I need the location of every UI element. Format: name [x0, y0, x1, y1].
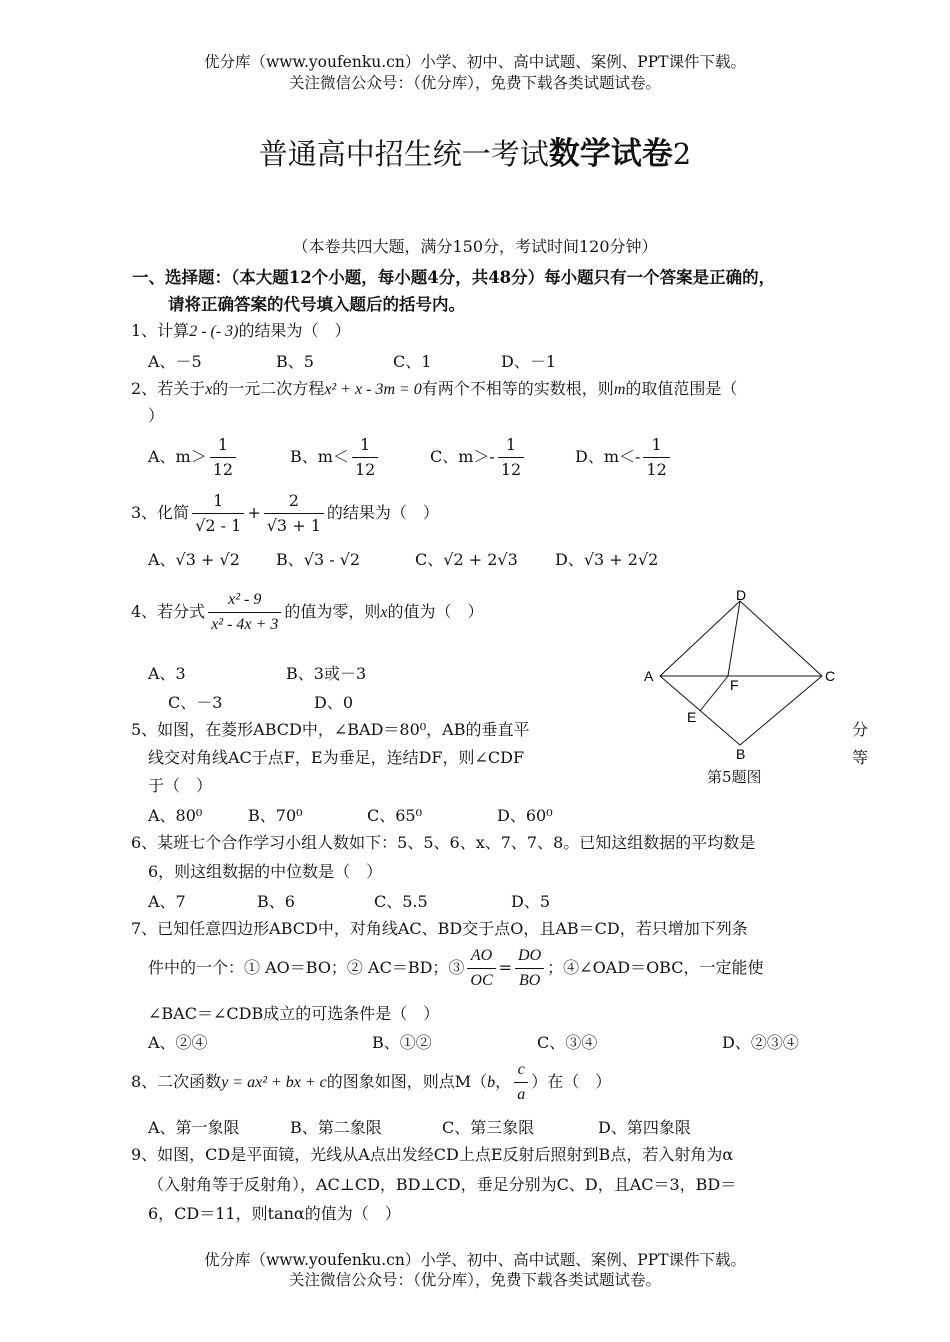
q4-option-d: D、0: [314, 693, 354, 712]
q8-equation: y = ax² + bx + c: [221, 1074, 327, 1091]
q2-opt-a-den: 12: [212, 460, 234, 479]
q7-num2: DO: [515, 944, 544, 969]
q5-option-d: D、60⁰: [497, 806, 553, 825]
q6-option-a: A、7: [148, 892, 186, 911]
q4-den: x² - 4x + 3: [211, 616, 279, 633]
q3-num2: 2: [264, 489, 324, 514]
q7-option-b: B、①②: [372, 1033, 432, 1052]
q6-option-d: D、5: [511, 892, 551, 911]
section-1-heading-cont: 请将正确答案的代号填入题后的括号内。: [168, 295, 465, 314]
q6-line-1: 6、某班七个合作学习小组人数如下：5、5、6、x、7、7、8。已知这组数据的平均数是: [131, 833, 756, 852]
page-title: [0, 128, 950, 173]
q2-opt-c-num: 1: [498, 433, 524, 458]
q8-suffix: ）在（ ）: [531, 1072, 612, 1091]
q2-var-m: m: [613, 381, 626, 398]
q1-suffix: 的结果为（ ）: [238, 321, 351, 340]
q5-option-c: C、65⁰: [367, 806, 423, 825]
label-b: B: [736, 746, 746, 762]
q8-prefix: 8、二次函数: [131, 1072, 222, 1091]
q2-opt-d-den: 12: [646, 460, 667, 479]
q3-den2: √3 + 1: [266, 516, 321, 535]
q9-line-2: （入射角等于反射角），AC⊥CD，BD⊥CD，垂足分别为C、D，且AC＝3，BD＝: [148, 1175, 737, 1194]
q6-option-b: B、6: [257, 892, 295, 911]
title-bold: 数学试卷: [548, 136, 673, 172]
q2-post2: 的取值范围是（: [625, 379, 738, 398]
q5-option-a: A、80⁰: [148, 806, 203, 825]
footer-line-1: 优分库（www.youfenku.cn）小学、初中、高中试题、案例、PPT课件下载。: [203, 1251, 747, 1269]
footer-line-2: 关注微信公众号：（优分库），免费下载各类试题试卷。: [288, 1271, 661, 1289]
q2-opt-c-den: 12: [500, 460, 522, 479]
figure-5-caption: 第5题图: [707, 768, 762, 786]
rhombus-figure: [640, 585, 840, 790]
label-d: D: [736, 587, 747, 603]
q2-opt-b-num: 1: [352, 433, 378, 458]
q4-option-c: C、－3: [168, 693, 223, 712]
q3-option-a: A、√3 + √2: [148, 550, 240, 569]
q3-prefix: 3、化简: [131, 503, 190, 522]
q5-line-1: 5、如图，在菱形ABCD中，∠BAD＝80⁰，AB的垂直平: [131, 720, 530, 739]
label-a: A: [644, 668, 654, 684]
q8-option-d: D、第四象限: [598, 1118, 691, 1137]
q7-line-3: ∠BAC＝∠CDB成立的可选条件是（ ）: [148, 1004, 440, 1023]
q1-prefix: 1、计算: [131, 321, 190, 340]
q3-suffix: 的结果为（ ）: [326, 503, 439, 522]
q7-line2-prefix: 件中的一个：① AO＝BO；② AC＝BD；③: [148, 958, 465, 977]
q8-num: c: [514, 1058, 528, 1083]
q4-option-a: A、3: [148, 664, 186, 683]
label-f: F: [730, 677, 739, 693]
q2-prefix: 2、若关于: [131, 379, 206, 398]
q2-opt-b-label: B、m＜: [290, 447, 349, 466]
label-c: C: [825, 668, 836, 684]
q2-option-d: [575, 433, 673, 482]
q5-line-3: 于（ ）: [148, 776, 213, 795]
q2-opt-d-num: 1: [643, 433, 669, 458]
q8-den: a: [517, 1086, 526, 1103]
q8-comma: ，: [495, 1072, 512, 1091]
q7-equals: =: [498, 958, 513, 977]
section-1-heading: 一、选择题：（本大题12个小题，每小题4分，共48分）每小题只有一个答案是正确的，: [132, 268, 776, 287]
q1-option-c: C、1: [393, 352, 432, 371]
q4-var-x: x: [380, 604, 388, 621]
exam-intro: （本卷共四大题，满分150分，考试时间120分钟）: [292, 237, 658, 256]
q9-line-3: 6，CD＝11，则tanα的值为（ ）: [148, 1204, 401, 1223]
q4-num: x² - 9: [208, 588, 281, 613]
q4-option-b: B、3或－3: [286, 664, 367, 683]
q5-word-fen: 分: [852, 720, 869, 739]
q6-line-2: 6，则这组数据的中位数是（ ）: [148, 862, 383, 881]
q7-num1: AO: [467, 944, 495, 969]
q1-option-b: B、5: [276, 352, 314, 371]
q7-den2: BO: [518, 972, 541, 989]
q5-option-b: B、70⁰: [248, 806, 303, 825]
q3-num1: 1: [192, 489, 244, 514]
q2-opt-c-label: C、m＞-: [430, 447, 495, 466]
q7-den1: OC: [470, 972, 493, 989]
q8-option-a: A、第一象限: [148, 1118, 240, 1137]
q2-option-c: [430, 433, 527, 482]
q2-opt-b-den: 12: [354, 460, 376, 479]
question-3: [131, 489, 439, 538]
title-normal: 普通高中招生统一考试: [258, 137, 549, 171]
q4-suffix: 的值为零，则: [284, 602, 381, 621]
question-1: [131, 318, 351, 341]
q9-line-1: 9、如图，CD是平面镜，光线从A点出发经CD上点E反射后照射到B点，若入射角为α: [131, 1145, 734, 1164]
q4-prefix: 4、若分式: [131, 602, 206, 621]
q2-close-paren: ）: [148, 406, 165, 425]
question-2: [131, 376, 737, 399]
segment-df: [728, 601, 740, 676]
q7-line2-suffix: ；④∠OAD＝OBC，一定能使: [547, 958, 764, 977]
q3-option-b: B、√3 - √2: [276, 550, 361, 569]
perpendicular-bisector: [700, 676, 728, 711]
q7-option-c: C、③④: [537, 1033, 598, 1052]
q7-option-d: D、②③④: [722, 1033, 799, 1052]
q8-option-b: B、第二象限: [290, 1118, 382, 1137]
q3-option-c: C、√2 + 2√3: [415, 550, 518, 569]
q3-den1: √2 - 1: [195, 516, 242, 535]
q2-opt-a-num: 1: [210, 433, 236, 458]
q2-mid: 的一元二次方程: [212, 379, 325, 398]
q2-opt-d-label: D、m＜-: [575, 447, 641, 466]
q4-suffix2: 的值为（ ）: [387, 602, 484, 621]
q7-line-2: [148, 944, 763, 993]
q6-option-c: C、5.5: [374, 892, 428, 911]
header-line-1: 优分库（www.youfenku.cn）小学、初中、高中试题、案例、PPT课件下载。: [203, 53, 747, 71]
title-number: 2: [672, 137, 692, 171]
q2-option-b: [290, 433, 381, 482]
q3-plus: +: [247, 503, 261, 522]
q5-word-deng: 等: [852, 748, 869, 767]
q8-option-c: C、第三象限: [442, 1118, 535, 1137]
q1-option-d: D、－1: [501, 352, 557, 371]
q2-option-a: [148, 433, 239, 482]
question-4: [131, 588, 483, 637]
q2-var-x: x: [205, 381, 213, 398]
q7-option-a: A、②④: [148, 1033, 208, 1052]
label-e: E: [687, 709, 697, 725]
q8-var-b: b: [487, 1074, 496, 1091]
q7-line-1: 7、已知任意四边形ABCD中，对角线AC、BD交于点O，且AB＝CD，若只增加下列条: [131, 919, 748, 938]
question-8: [131, 1058, 611, 1107]
q2-opt-a-label: A、m＞: [148, 447, 207, 466]
q2-equation: x² + x - 3m = 0: [324, 381, 422, 398]
q1-expression: 2 - (- 3): [189, 323, 239, 340]
q1-option-a: A、－5: [148, 352, 202, 371]
q5-line-2: 线交对角线AC于点F，E为垂足，连结DF，则∠CDF: [148, 748, 525, 767]
q2-post1: 有两个不相等的实数根，则: [421, 379, 614, 398]
rhombus-outline: [660, 601, 822, 745]
q3-option-d: D、√3 + 2√2: [555, 550, 659, 569]
header-line-2: 关注微信公众号：（优分库），免费下载各类试题试卷。: [288, 74, 661, 92]
q8-mid: 的图象如图，则点M（: [326, 1072, 488, 1091]
